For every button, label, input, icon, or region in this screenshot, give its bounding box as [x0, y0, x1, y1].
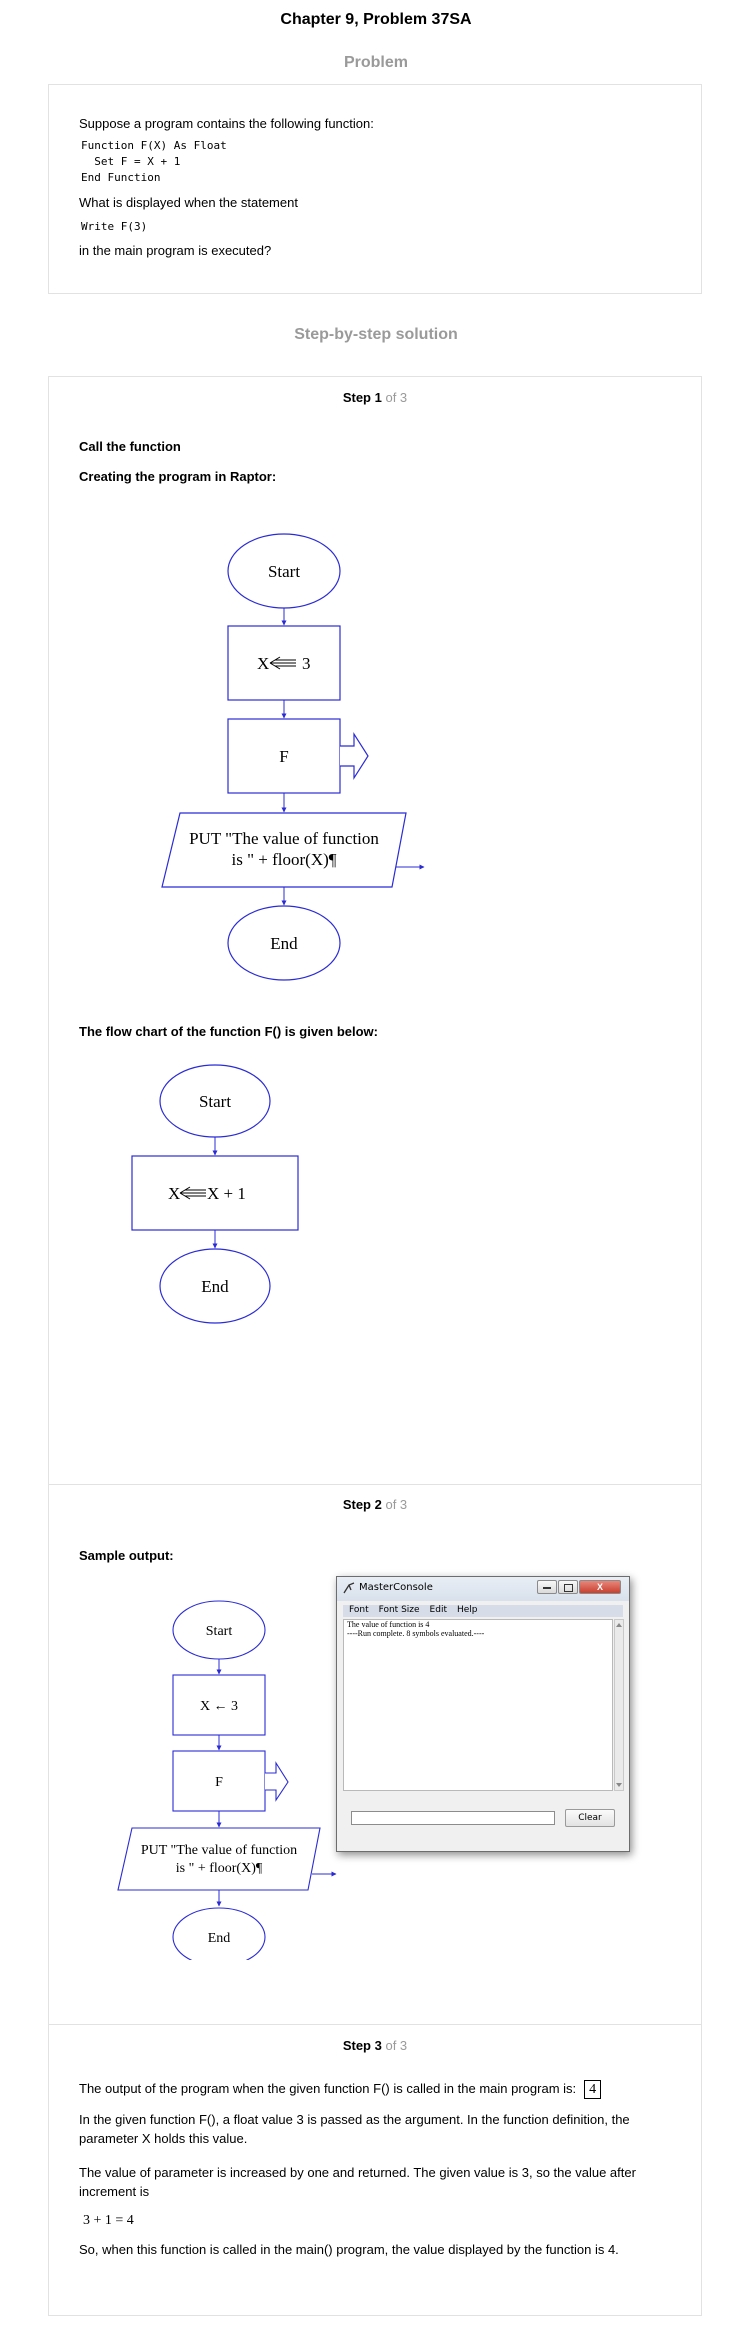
problem-question: What is displayed when the statement: [79, 195, 298, 210]
step-divider-1: [49, 1484, 701, 1485]
console-output-line-1: The value of function is 4: [347, 1620, 430, 1629]
sample-put-line-2: is " + floor(X)¶: [175, 1861, 263, 1876]
close-button[interactable]: X: [579, 1580, 621, 1594]
code-line-1: Function F(X) As Float: [81, 139, 227, 152]
sample-put-line-1: PUT "The value of function: [140, 1843, 298, 1858]
maximize-button[interactable]: [558, 1580, 578, 1594]
console-scrollbar[interactable]: [614, 1619, 624, 1791]
minimize-icon: [543, 1587, 551, 1589]
step-3-para-4: So, when this function is called in the main() program, the value displayed by the function is 4.: [79, 2242, 619, 2257]
func-assign-var: X: [168, 1184, 181, 1203]
console-output-area[interactable]: [343, 1619, 613, 1791]
answer-box: 4: [584, 2080, 601, 2099]
problem-closing: in the main program is executed?: [79, 243, 272, 258]
func-assign-expr: X + 1: [207, 1184, 246, 1203]
scroll-up-icon[interactable]: [616, 1623, 622, 1627]
step-3-of: of 3: [385, 2038, 408, 2053]
sample-output-flowchart: [0, 1590, 340, 1960]
menu-font-size[interactable]: Font Size: [378, 1605, 420, 1615]
step-3-line-1-text: The output of the program when the given function F() is called in the main program is:: [79, 2081, 577, 2096]
code-line-2: Set F = X + 1: [81, 155, 181, 168]
step-3-para-2: In the given function F(), a float value 3 is passed as the argument. In the function definition, the parameter X holds this value.: [79, 2112, 630, 2146]
problem-statement: Write F(3): [81, 220, 148, 233]
flow-end-label: End: [270, 934, 298, 953]
call-arrow-icon: [340, 734, 368, 778]
minimize-button[interactable]: [537, 1580, 557, 1594]
restore-icon: [564, 1584, 573, 1592]
console-menubar: [343, 1605, 623, 1617]
step-2-heading: Sample output:: [79, 1548, 174, 1563]
sample-start-label: Start: [205, 1624, 233, 1639]
func-start-label: Start: [198, 1092, 232, 1111]
problem-intro: Suppose a program contains the following function:: [79, 116, 374, 131]
solution-section-title: Step-by-step solution: [294, 326, 458, 343]
step-3-label: Step 3: [342, 2038, 382, 2053]
chapter-title: Chapter 9, Problem 37SA: [280, 11, 472, 28]
step-3-para-3: The value of parameter is increased by one and returned. The given value is 3, so the value after increment is: [79, 2165, 636, 2199]
step-1-heading-2: Creating the program in Raptor:: [79, 469, 277, 484]
step-2-label: Step 2: [342, 1497, 382, 1512]
scroll-down-icon[interactable]: [616, 1783, 622, 1787]
menu-edit[interactable]: Edit: [429, 1605, 447, 1615]
function-flowchart: [0, 1060, 752, 1330]
raptor-app-icon: [343, 1582, 355, 1594]
problem-section-title: Problem: [343, 54, 408, 71]
func-end-label: End: [201, 1277, 229, 1296]
console-output-line-2: ----Run complete. 8 symbols evaluated.----: [347, 1629, 485, 1638]
console-input-field[interactable]: [351, 1811, 555, 1825]
flow-put-line-1: PUT "The value of function: [189, 829, 379, 848]
step-2-of: of 3: [385, 1497, 408, 1512]
step-3-line-1: [79, 2079, 679, 2099]
menu-font[interactable]: Font: [349, 1605, 369, 1615]
sample-output-parallelogram: [118, 1828, 320, 1890]
step-2-header: [48, 1497, 702, 1512]
increment-equation: 3 + 1 = 4: [83, 2213, 134, 2228]
flow-assign-value: 3: [302, 654, 311, 673]
sample-call-label: F: [215, 1775, 223, 1790]
console-titlebar[interactable]: [337, 1577, 629, 1601]
step-1-heading-3: The flow chart of the function F() is given below:: [79, 1024, 378, 1039]
flow-call-label: F: [279, 747, 289, 766]
raptor-main-flowchart: [0, 520, 752, 1000]
menu-help[interactable]: Help: [456, 1605, 478, 1615]
sample-assign-label: X ← 3: [199, 1699, 239, 1714]
sample-call-arrow-icon: [265, 1763, 288, 1800]
step-1-heading-1: Call the function: [79, 439, 181, 454]
sample-end-label: End: [207, 1931, 231, 1946]
console-title: MasterConsole: [359, 1582, 433, 1593]
step-divider-2: [49, 2024, 701, 2025]
flow-start-label: Start: [267, 562, 301, 581]
step-1-of: of 3: [385, 390, 408, 405]
clear-button[interactable]: Clear: [565, 1809, 615, 1827]
master-console-window: [336, 1576, 630, 1852]
code-line-3: End Function: [81, 171, 161, 184]
flow-put-line-2: is " + floor(X)¶: [231, 850, 337, 869]
step-3-header: [48, 2038, 702, 2053]
step-1-label: Step 1: [342, 390, 382, 405]
flow-assign-var: X: [257, 654, 270, 673]
step-1-header: [48, 390, 702, 405]
